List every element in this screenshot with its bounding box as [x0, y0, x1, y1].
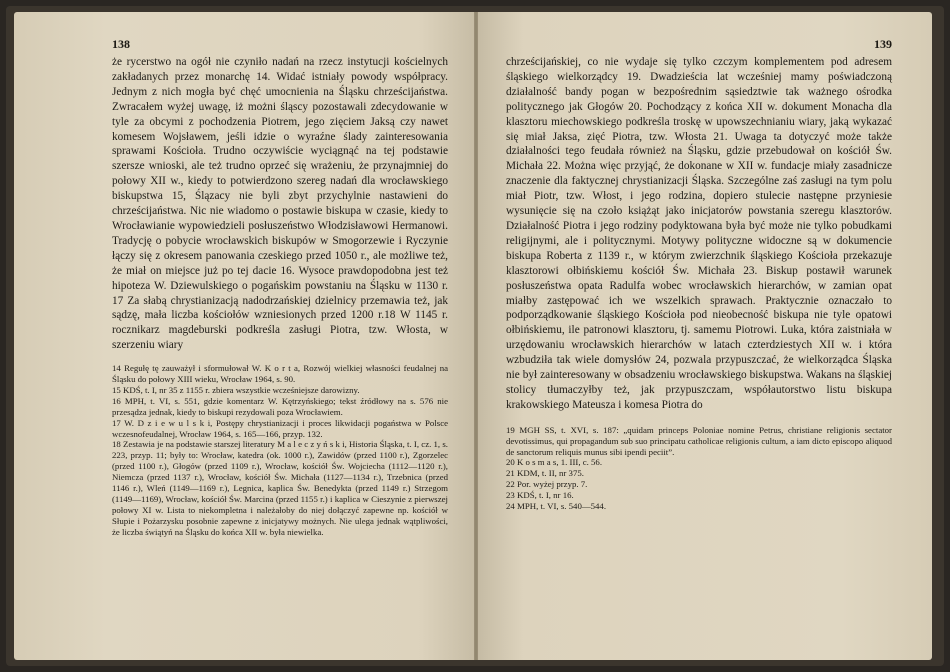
footnote-19: 19 MGH SS, t. XVI, s. 187: „quidam princeps Poloniae nomine Petrus, christiane religionis sectator devotissimus, qui propagandum sub suo principatu catholicae religionis cultum, a iam dicto episcopo aliquod de sanctorum reliquis munus sibi ipendi peciit”. [506, 424, 892, 457]
footnote-18: 18 Zestawia je na podstawie starszej literatury M a l e c z y ń s k i, Historia Śląska, t. I, cz. 1, s. 223, przyp. 11; były to: Wrocław, katedra (ok. 1000 r.), Zawidów (przed 1100 r.), Zgorzelec (przed 1100 r.), Głogów (przed 1109 r.), Wrocław, kościół Św. Wojciecha (1112—1120 r.), Niemcza (przed 1137 r.), Wrocław, kościół Św. Michała (1127—1134 r.), Trzebnica (przed 1146 r.), Wleń (1149—1169 r.), Legnica, kaplica Św. Benedykta (przed 1149 r.) Strzegom (1149—1169), Wrocław, kościół Św. Marcina (przed 1155 r.) i kaplica w Cieszynie z pierwszej połowy XI w. Lista to niekompletna i należałoby do niej dołączyć zapewne np. kościół w Słupie i Pożarzysku posobnie zapewne z inicjatywy możnych. Nie ulega jednak wątpliwości, że liczba świątyń na Śląsku do końca XII w. była niewielka. [112, 439, 448, 537]
footnote-21: 21 KDM, t. II, nr 375. [506, 468, 584, 479]
footnote-22: 22 Por. wyżej przyp. 7. [506, 479, 588, 490]
footnote-14: 14 Regułę tę zauważył i sformułował W. K o r t a, Rozwój wielkiej własności feudalnej na Śląsku do połowy XIII wieku, Wrocław 1964, s. 90. [112, 363, 448, 385]
main-text [112, 55, 448, 353]
footnote-23: 23 KDŚ, t. I, nr 16. [506, 490, 574, 501]
footnotes [506, 425, 892, 512]
footnote-24: 24 MPH, t. VI, s. 540—544. [506, 501, 607, 512]
footnote-15: 15 KDŚ, t. I, nr 35 z 1155 r. zbiera wszystkie wcześniejsze darowizny. [112, 384, 360, 395]
footnote-16: 16 MPH, t. VI, s. 551, gdzie komentarz W. Kętrzyńskiego; tekst źródłowy na s. 576 nie przesądza jednak, kiedy to biskupi rezydowali poza Wrocławiem. [112, 395, 448, 417]
paragraph: chrześcijańskiej, co nie wydaje się tylko czczym komplementem pod adresem śląskiego wielkorządcy 19. Dwadzieścia lat wcześniej mamy poświadczoną działalność bandy pogan w bezpośrednim sąsiedztwie tak ważnego ośrodka politycznego jak Głogów 20. Pochodzący z końca XII w. dokument Monacha dla klasztoru miechowskiego podkreśla troskę w upowszechnianiu wiary, jaką wykazać się miał Jaksa, zięć Piotra, tzw. Włosta 21. Uwaga ta dotyczyć może także działalności tego feudała również na Śląsku, gdzie przebudował on kościół Św. Michała 22. Można więc przyjąć, że dokonane w XII w. fundacje miały zasadnicze znaczenie dla faktycznej chrystianizacji Śląska. Szczególne zaś zasługi na tym polu miał Piotr, tzw. Włost, i jego rodzina, dopiero stulecie następne przyniesie wysunięcie się na czoło książąt jako inicjatorów powstania szeregu klasztorów. Działalność Piotra i jego rodziny podyktowana była być może nie tylko pobudkami religijnymi, ale i politycznymi. Motywy polityczne widoczne są w dokumencie biskupa Roberta z 1139 r., w którym zwierzchnik śląskiego Kościoła przekazuje klasztorowi ołbińskiemu kościół Św. Michała 23. Biskup postawił warunek posłuszeństwa opata Radulfa wobec wrocławskich hierarchów, w zamian opat miałby zastępować ich we wszelkich sprawach. Praktycznie oznaczało to podporządkowanie śląskiego Kościoła pod nieobecność biskupa nie tyle opatowi ołbińskiemu, ile patronowi klasztoru, tj. samemu Piotrowi. Luka, która zaistniała w urzędowaniu wrocławskich hierarchów w latach czterdziestych XII w. i która wzbudziła tak wiele domysłów 24, pozwala przypuszczać, że wielkorządca Śląska nie był zainteresowany w obsadzeniu wrocławskiego biskupstwa. Wakans na śląskiej stolicy tłumaczyłby też, jak przypuszczam, współautorstwo listu biskupa krakowskiego Mateusza i komesa Piotra do [506, 56, 892, 411]
right-page [478, 12, 932, 660]
footnote-17: 17 W. D z i e w u l s k i, Postępy chrystianizacji i proces likwidacji pogaństwa w Polsce wczesnofeudalnej, Wrocław 1964, s. 165—166, przyp. 132. [112, 417, 448, 439]
main-text [506, 55, 892, 413]
paragraph: że rycerstwo na ogół nie czyniło nadań na rzecz instytucji kościelnych zakładanych przez monarchę 14. Widać istniały powody współpracy. Jednym z nich mogła być chęć umocnienia na Śląsku chrześcijaństwa. Zwracałem wyżej uwagę, iż możni śląscy pozostawali zdecydowanie w tyle za obcymi z pochodzenia Piotrem, jego zięciem Jaksą czy nawet komesem Wojsławem, jeśli idzie o wyraźne ślady zainteresowania sprawami Kościoła. Trudno oczywiście wyciągnąć na tej podstawie szersze wnioski, ale też trudno oprzeć się wrażeniu, że przynajmniej do połowy XII w., kiedy to potwierdzono szereg nadań dla wrocławskiego biskupstwa 15, Ślązacy nie byli zbyt przychylnie nastawieni do chrześcijaństwa. Nic nie wiadomo o postawie biskupa w czasie, kiedy to Wrocławianie wypowiedzieli posłuszeństwo Włodzisławowi Hermanowi. Tradycję o pobycie wrocławskich biskupów w Smogorzewie i Ryczynie łączy się z okresem panowania czeskiego przed 1050 r., ale możliwe też, że miał on miejsce już po tej dacie 16. Wysoce prawdopodobna jest też hipoteza W. Dziewulskiego o pogańskim powstaniu na Śląsku w 1130 r. 17 Za słabą chrystianizacją nadodrzańskiej dzielnicy przemawia też, jak sądzę, mała liczba kościołów wzniesionych przed 1200 r.18 W 1145 r. rocznikarz magdeburski podkreśla zasługi Piotra, tzw. Włosta, w szerzeniu wiary [112, 56, 448, 352]
footnotes [112, 363, 448, 538]
footnote-20: 20 K o s m a s, 1. III, c. 56. [506, 457, 603, 468]
page-number: 139 [874, 37, 892, 51]
page-number: 138 [112, 37, 130, 51]
left-page [14, 12, 474, 660]
